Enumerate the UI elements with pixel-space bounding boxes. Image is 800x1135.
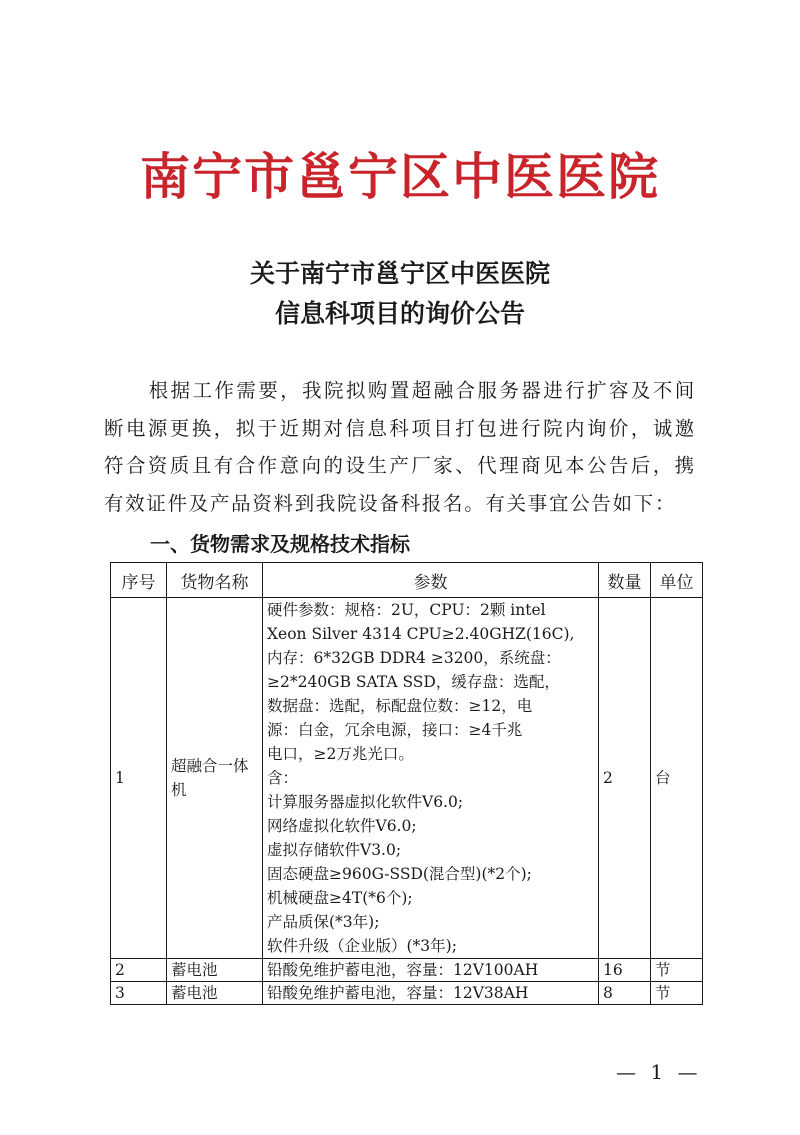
section-heading: 一、货物需求及规格技术指标	[150, 532, 410, 556]
param-line: 计算服务器虚拟化软件V6.0;	[267, 793, 464, 811]
param-line: 固态硬盘≥960G-SSD(混合型)(*2个);	[267, 865, 532, 883]
header-qty: 数量	[599, 563, 651, 598]
header-unit: 单位	[651, 563, 703, 598]
table-header-row	[111, 563, 703, 598]
cell-unit: 台	[651, 598, 703, 959]
param-line: ≥2*240GB SATA SSD，缓存盘：选配，	[267, 673, 560, 691]
cell-params: 铅酸免维护蓄电池，容量：12V38AH	[263, 982, 599, 1005]
param-line: 机械硬盘≥4T(*6个);	[267, 889, 413, 907]
param-line: 源：白金，冗余电源，接口：≥4千兆	[267, 721, 523, 739]
page-number: — 1 —	[616, 1060, 702, 1084]
cell-unit: 节	[651, 959, 703, 982]
param-line: 电口，≥2万兆光口。	[267, 745, 414, 763]
notice-title-line-1: 关于南宁市邕宁区中医医院	[249, 259, 550, 288]
table-row	[111, 959, 703, 982]
table-row	[111, 982, 703, 1005]
cell-seq: 1	[111, 598, 167, 959]
notice-body	[104, 372, 696, 522]
spec-table	[110, 562, 703, 1005]
org-name-heading: 南宁市邕宁区中医医院	[140, 147, 660, 206]
param-line: 数据盘：选配，标配盘位数：≥12，电	[267, 697, 533, 715]
notice-body-text: 根据工作需要，我院拟购置超融合服务器进行扩容及不间断电源更换，拟于近期对信息科项目打包进行院内询价，诚邀符合资质且有合作意向的设生产厂家、代理商见本公告后，携有效证件及产品资料到我院设备科报名。有关事宜公告如下：	[104, 379, 696, 515]
param-line: Xeon Silver 4314 CPU≥2.40GHZ(16C),	[267, 625, 575, 643]
notice-title-line-2: 信息科项目的询价公告	[274, 299, 525, 328]
cell-name: 蓄电池	[167, 982, 263, 1005]
cell-qty: 8	[599, 982, 651, 1005]
cell-params	[263, 598, 599, 959]
param-line: 硬件参数：规格：2U，CPU：2颗 intel	[267, 601, 546, 619]
param-line: 产品质保(*3年);	[267, 913, 380, 931]
cell-qty: 2	[599, 598, 651, 959]
param-line: 虚拟存储软件V3.0;	[267, 841, 402, 859]
notice-title	[0, 254, 800, 334]
cell-unit: 节	[651, 982, 703, 1005]
param-line: 软件升级（企业版）(*3年);	[267, 937, 457, 955]
header-seq: 序号	[111, 563, 167, 598]
cell-name: 蓄电池	[167, 959, 263, 982]
table-row	[111, 598, 703, 959]
param-line: 含：	[267, 769, 299, 787]
cell-seq: 3	[111, 982, 167, 1005]
cell-params: 铅酸免维护蓄电池，容量：12V100AH	[263, 959, 599, 982]
header-name: 货物名称	[167, 563, 263, 598]
cell-qty: 16	[599, 959, 651, 982]
header-params: 参数	[263, 563, 599, 598]
cell-seq: 2	[111, 959, 167, 982]
cell-name: 超融合一体机	[167, 598, 263, 959]
param-line: 内存：6*32GB DDR4 ≥3200，系统盘：	[267, 649, 561, 667]
param-line: 网络虚拟化软件V6.0;	[267, 817, 417, 835]
